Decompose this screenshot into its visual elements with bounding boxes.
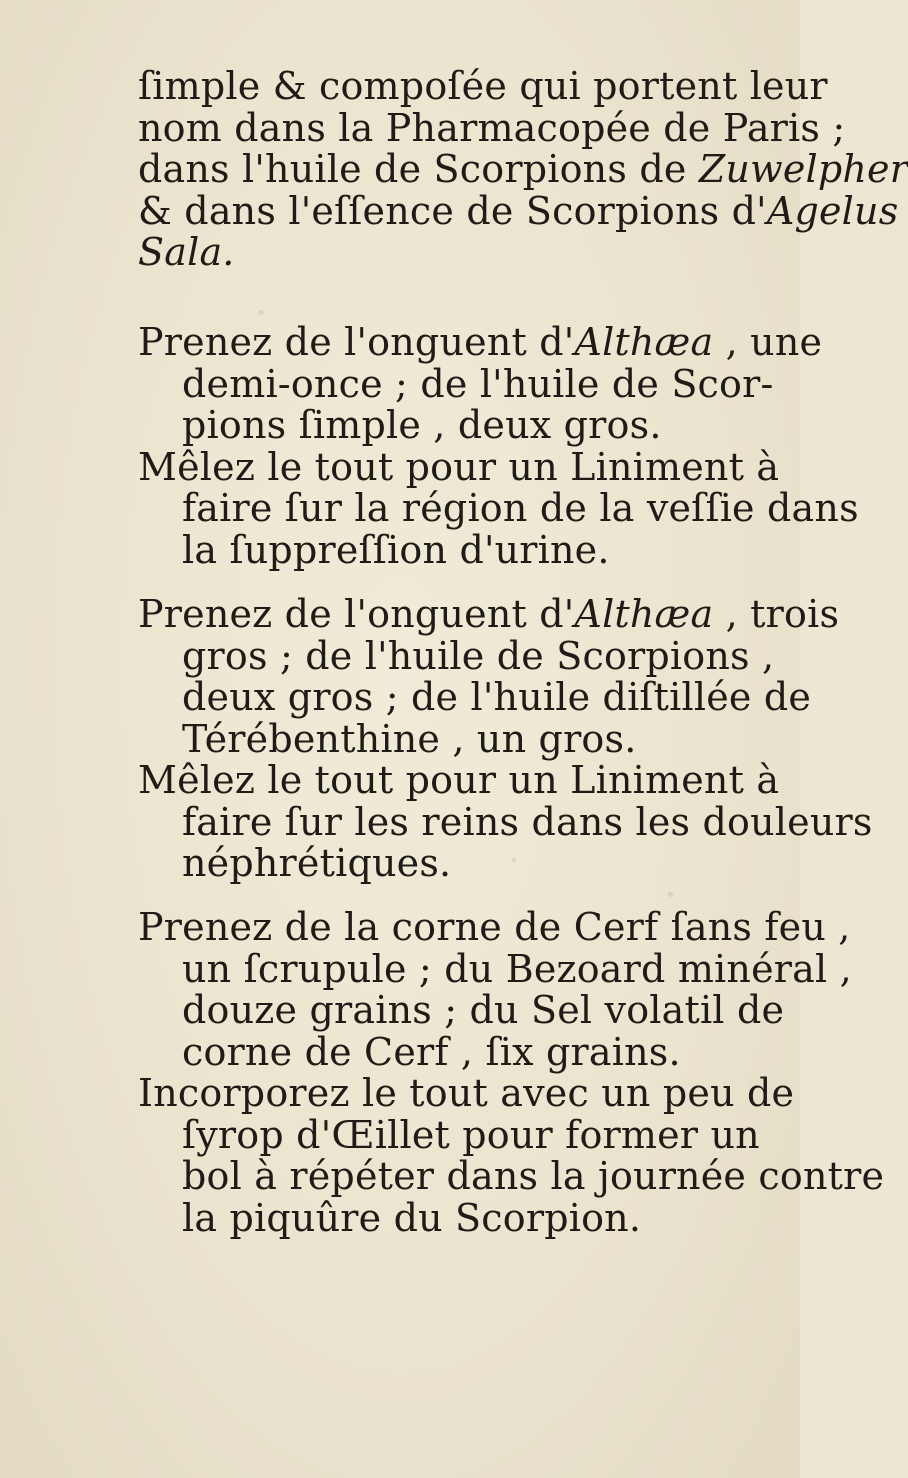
text-line: deux gros ; de l'huile diſtillée de — [182, 675, 812, 719]
paper-spot — [668, 892, 673, 897]
author-name: Sala. — [138, 230, 235, 274]
text-line — [138, 147, 908, 191]
text-fragment: Prenez de l'onguent d' — [138, 320, 575, 364]
text-line: demi-once ; de l'huile de Scor- — [182, 361, 774, 406]
text-line: Mêlez le tout pour un Liniment à — [138, 444, 780, 489]
text-line: corne de Cerf , ſix grains. — [182, 1029, 681, 1074]
recipe-paragraph — [138, 905, 885, 1240]
text-line: gros ; de l'huile de Scorpions , — [182, 633, 775, 678]
text-line: douze grains ; du Sel volatil de — [182, 988, 785, 1032]
text-fragment: Prenez de l'onguent d' — [138, 592, 575, 636]
text-fragment: dans l'huile de Scorpions de — [138, 147, 699, 191]
author-name: Agelus — [766, 188, 899, 233]
text-line: ſyrop d'Œillet pour former un — [182, 1112, 760, 1157]
intro-paragraph — [138, 64, 908, 274]
recipe-paragraph — [138, 592, 873, 885]
text-fragment: & dans l'eſſence de Scorpions d' — [138, 188, 767, 233]
text-line — [138, 188, 899, 233]
text-line: faire ſur les reins dans les douleurs — [182, 799, 873, 844]
text-line: néphrétiques. — [182, 841, 452, 885]
recipe-paragraph — [138, 320, 859, 572]
text-line — [138, 320, 823, 364]
text-line — [138, 592, 840, 636]
text-line: ſimple & compoſée qui portent leur — [138, 64, 828, 108]
text-line: faire ſur la région de la veſſie dans — [182, 486, 859, 530]
ingredient-name: Althæa — [574, 592, 714, 636]
text-line: pions ſimple , deux gros. — [182, 403, 662, 447]
ingredient-name: Althæa — [574, 320, 714, 364]
paper-spot — [258, 310, 264, 315]
text-line: Incorporez le tout avec un peu de — [138, 1071, 795, 1115]
text-fragment: , trois — [713, 592, 840, 636]
text-line: la ſuppreſſion d'urine. — [182, 527, 610, 572]
text-line: Prenez de la corne de Cerf ſans feu , — [138, 905, 851, 949]
text-line: nom dans la Pharmacopée de Paris ; — [138, 105, 846, 150]
text-line: un ſcrupule ; du Bezoard minéral , — [182, 946, 852, 991]
author-name: Zuwelpher — [698, 147, 908, 191]
text-fragment: , une — [713, 320, 823, 364]
text-line: Mêlez le tout pour un Liniment à — [138, 758, 780, 802]
text-line: la piquûre du Scorpion. — [182, 1195, 642, 1240]
text-line: bol à répéter dans la journée contre — [182, 1154, 885, 1198]
text-line: Térébenthine , un gros. — [182, 716, 637, 761]
